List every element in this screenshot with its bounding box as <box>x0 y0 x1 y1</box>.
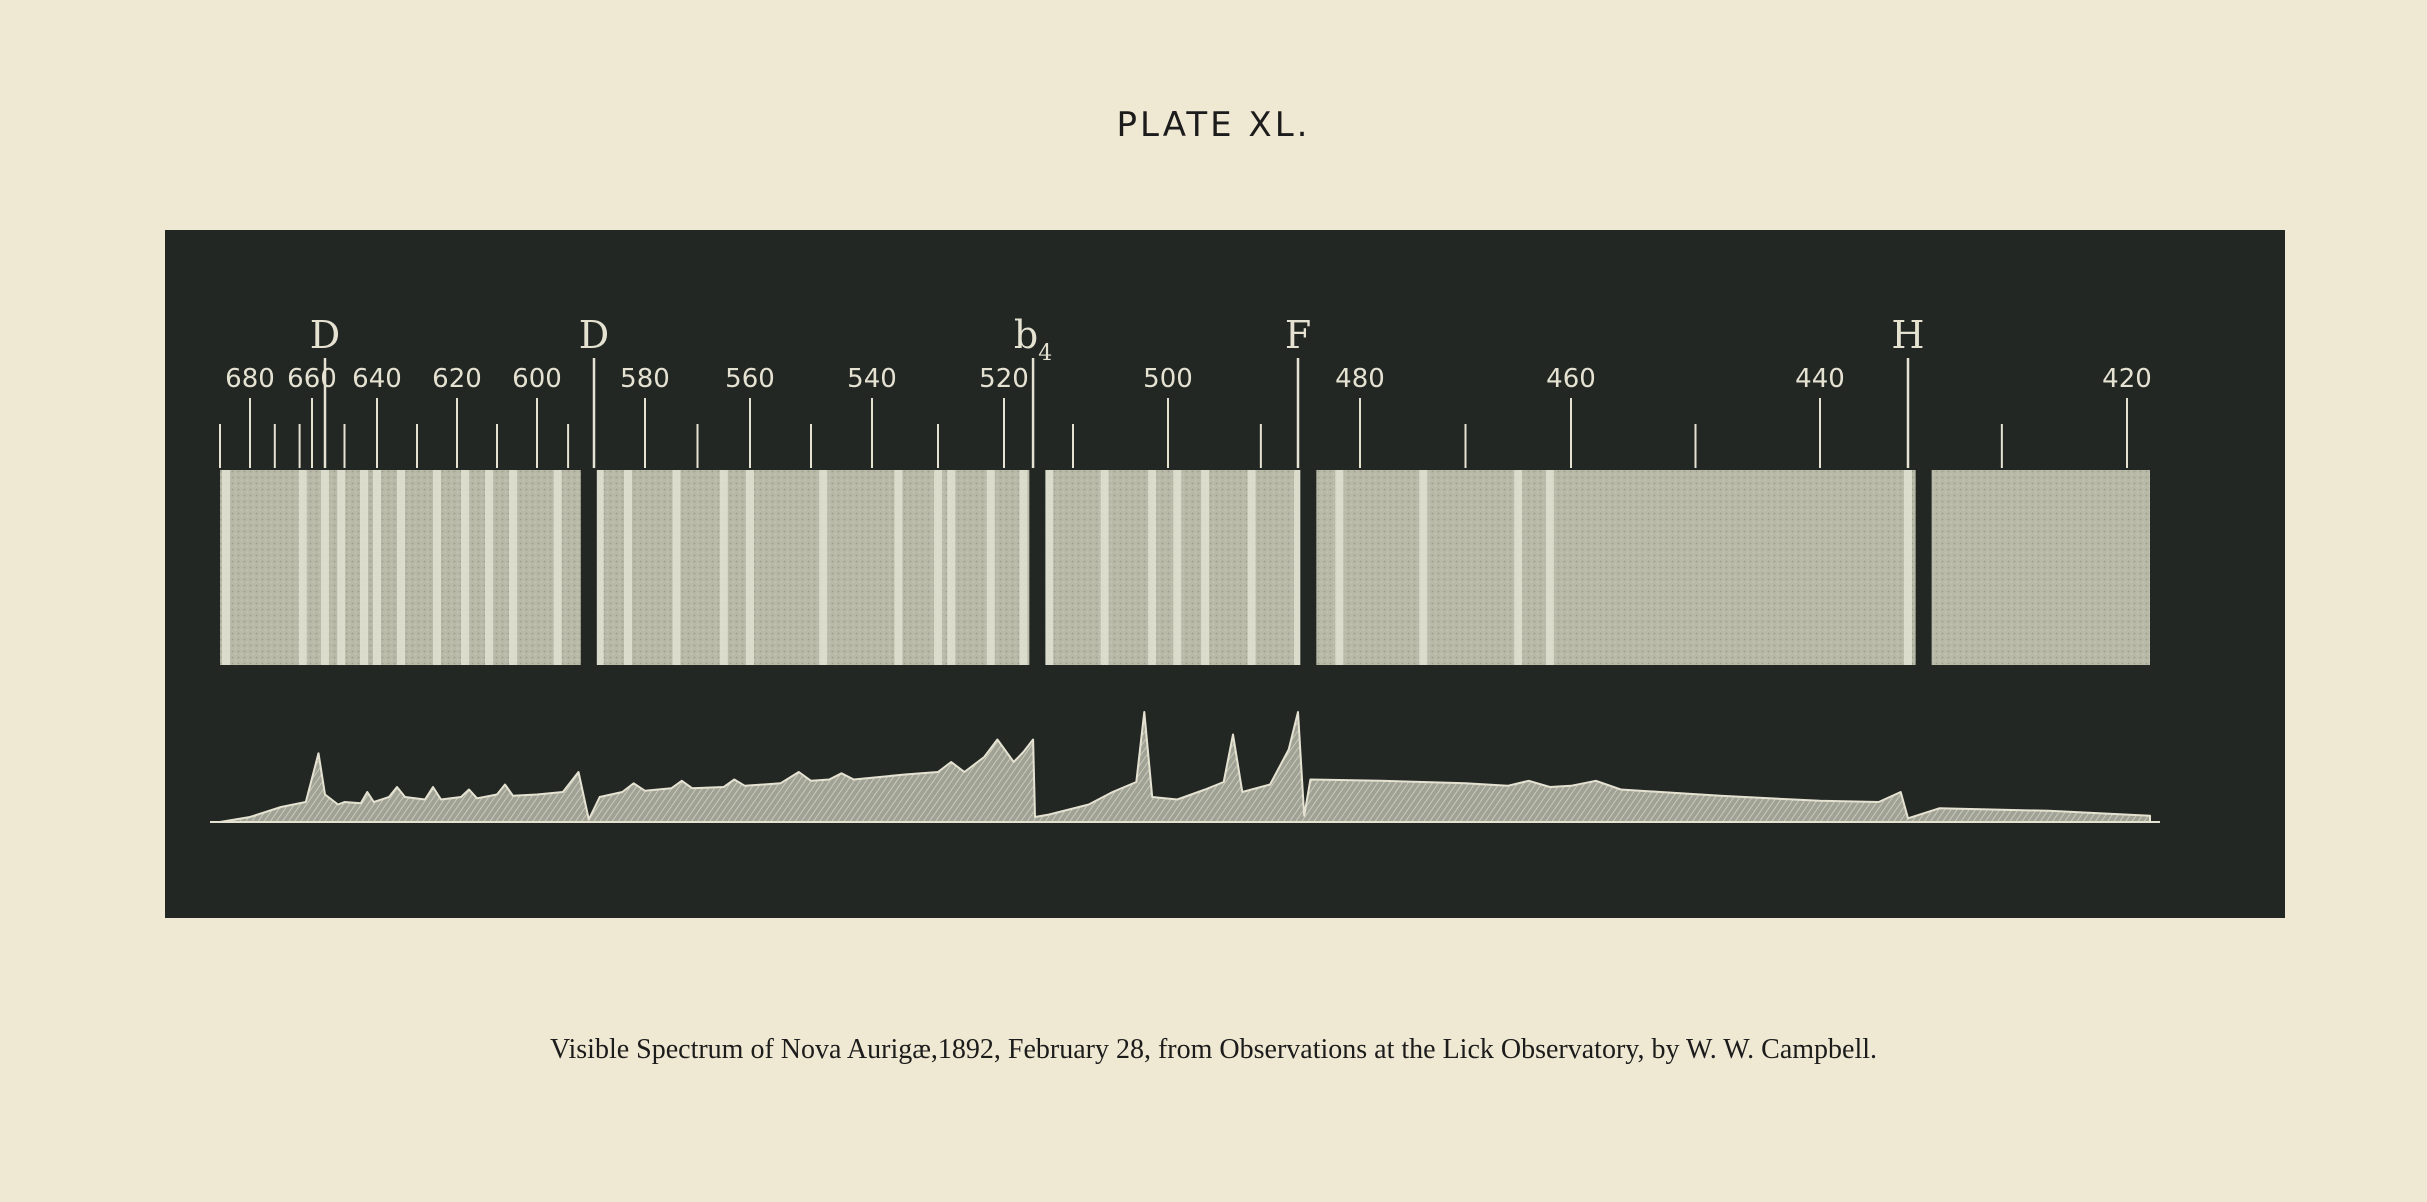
emission-line-548 <box>819 470 827 665</box>
fraunhofer-label-d-1: D <box>578 313 610 357</box>
emission-line-528 <box>947 470 955 665</box>
wavelength-label-620: 620 <box>432 364 482 394</box>
wavelength-label-520: 520 <box>979 364 1029 394</box>
fraunhofer-label-b4-2: $b_4$ <box>1013 313 1053 366</box>
emission-line-606 <box>509 470 517 665</box>
emission-line-530 <box>934 470 942 665</box>
emission-line-596 <box>554 470 562 665</box>
absorption-gap-433 <box>1916 470 1932 665</box>
wavelength-label-660: 660 <box>287 364 337 394</box>
emission-line-640 <box>373 470 381 665</box>
wavelength-label-600: 600 <box>512 364 562 394</box>
fraunhofer-label-d-0: D <box>309 313 341 357</box>
emission-line-434 <box>1904 470 1912 665</box>
emission-line-560 <box>746 470 754 665</box>
emission-line-625 <box>433 470 441 665</box>
wavelength-label-560: 560 <box>725 364 775 394</box>
intensity-curve <box>220 712 2150 822</box>
emission-line-502 <box>1148 470 1156 665</box>
plate-caption: Visible Spectrum of Nova Aurigæ,1892, February 28, from Observations at the Lick Observatory, by W. W. Campbell. <box>549 1034 1878 1065</box>
emission-line-482 <box>1335 470 1343 665</box>
emission-line-656 <box>321 470 329 665</box>
wavelength-label-440: 440 <box>1795 364 1845 394</box>
emission-line-618 <box>461 470 469 665</box>
absorption-gap-485 <box>1300 470 1316 665</box>
absorption-gap-590 <box>581 470 597 665</box>
emission-line-522 <box>987 470 995 665</box>
emission-line-491 <box>1248 470 1256 665</box>
wavelength-label-420: 420 <box>2102 364 2152 394</box>
spectrum-band <box>220 470 2150 665</box>
fraunhofer-label-f-3: F <box>1284 313 1312 357</box>
wavelength-label-580: 580 <box>620 364 670 394</box>
emission-line-462 <box>1546 470 1554 665</box>
emission-line-536 <box>894 470 902 665</box>
wavelength-label-640: 640 <box>352 364 402 394</box>
emission-line-688 <box>222 470 230 665</box>
emission-line-499 <box>1173 470 1181 665</box>
wavelength-label-460: 460 <box>1546 364 1596 394</box>
emission-line-508 <box>1101 470 1109 665</box>
emission-line-634 <box>397 470 405 665</box>
emission-line-612 <box>485 470 493 665</box>
emission-line-583 <box>624 470 632 665</box>
emission-line-518 <box>1019 470 1027 665</box>
intensity-profile <box>210 712 2160 822</box>
emission-line-465 <box>1514 470 1522 665</box>
spectrum-plate <box>165 230 2285 918</box>
emission-line-496 <box>1201 470 1209 665</box>
emission-line-644 <box>360 470 368 665</box>
wavelength-label-680: 680 <box>225 364 275 394</box>
wavelength-label-480: 480 <box>1335 364 1385 394</box>
wavelength-scale <box>220 313 2152 468</box>
plate-title: PLATE XL. <box>1116 105 1311 145</box>
emission-line-515 <box>1045 470 1053 665</box>
emission-line-663 <box>299 470 307 665</box>
absorption-gap-516.5 <box>1029 470 1045 665</box>
fraunhofer-label-h-4: H <box>1891 313 1925 357</box>
emission-line-474 <box>1419 470 1427 665</box>
wavelength-label-540: 540 <box>847 364 897 394</box>
emission-line-565 <box>720 470 728 665</box>
emission-line-588 <box>596 470 604 665</box>
emission-line-651 <box>337 470 345 665</box>
emission-line-574 <box>673 470 681 665</box>
wavelength-label-500: 500 <box>1143 364 1193 394</box>
spectrum-figure <box>165 230 2285 918</box>
